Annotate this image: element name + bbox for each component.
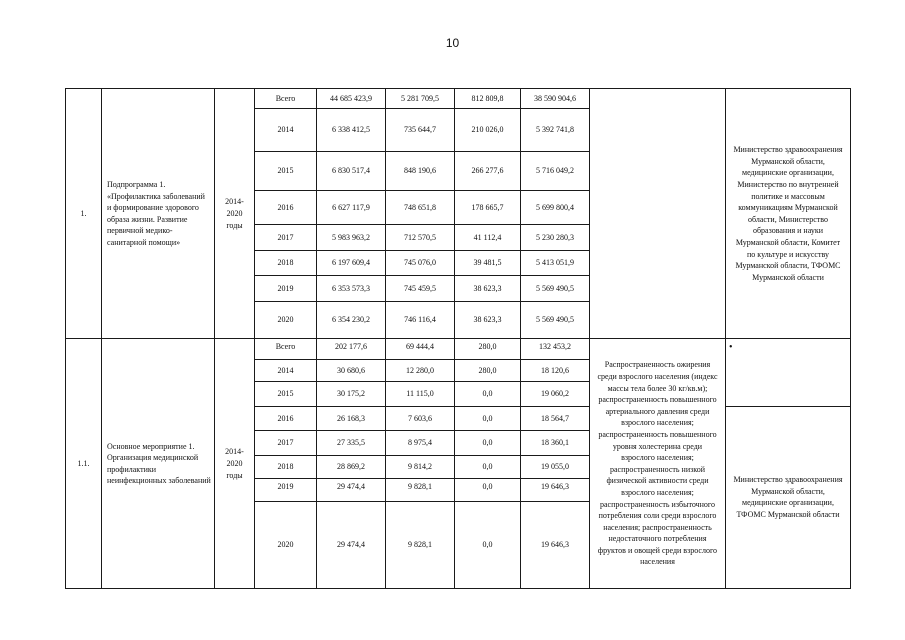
executors-cell: Министерство здравоохранения Мурманской области, медицинские организации, Министерство по внутренней политике и массовым коммуникациям Мурманской области, Министерство образования и науки Мурманской области, Комитет по культуре и искусству Мурманской области, ТФОМС Мурманской области bbox=[726, 89, 851, 339]
value-cell: 30 175,2 bbox=[317, 382, 386, 406]
year-cell: 2020 bbox=[255, 301, 317, 339]
value-cell: 28 869,2 bbox=[317, 455, 386, 478]
value-cell: 19 646,3 bbox=[521, 478, 590, 501]
executors-cell: Министерство здравоохранения Мурманской области, медицинские организации, ТФОМС Мурманской области bbox=[726, 406, 851, 588]
table-row bbox=[66, 339, 851, 359]
value-cell: 848 190,6 bbox=[386, 152, 455, 191]
value-cell: 41 112,4 bbox=[455, 225, 521, 250]
value-cell: 18 360,1 bbox=[521, 431, 590, 455]
value-cell: 746 116,4 bbox=[386, 301, 455, 339]
value-cell: 6 338 412,5 bbox=[317, 109, 386, 152]
period: 2014-2020 годы bbox=[215, 89, 255, 339]
value-cell: 69 444,4 bbox=[386, 339, 455, 359]
year-cell: 2019 bbox=[255, 276, 317, 301]
year-cell: 2016 bbox=[255, 190, 317, 225]
value-cell: 712 570,5 bbox=[386, 225, 455, 250]
year-cell: 2019 bbox=[255, 478, 317, 501]
value-cell: 0,0 bbox=[455, 431, 521, 455]
value-cell: 6 197 609,4 bbox=[317, 250, 386, 275]
value-cell: 5 569 490,5 bbox=[521, 276, 590, 301]
mark-symbol: • bbox=[726, 339, 851, 406]
value-cell: 9 828,1 bbox=[386, 478, 455, 501]
value-cell: 280,0 bbox=[455, 339, 521, 359]
value-cell: 745 459,5 bbox=[386, 276, 455, 301]
value-cell: 18 120,6 bbox=[521, 359, 590, 381]
value-cell: 9 814,2 bbox=[386, 455, 455, 478]
value-cell: 210 026,0 bbox=[455, 109, 521, 152]
year-cell: 2015 bbox=[255, 152, 317, 191]
value-cell: 26 168,3 bbox=[317, 406, 386, 430]
budget-table bbox=[65, 88, 851, 589]
value-cell: 38 590 904,6 bbox=[521, 89, 590, 109]
value-cell: 5 699 800,4 bbox=[521, 190, 590, 225]
year-cell: 2018 bbox=[255, 250, 317, 275]
value-cell: 6 627 117,9 bbox=[317, 190, 386, 225]
year-cell: 2014 bbox=[255, 359, 317, 381]
value-cell: 0,0 bbox=[455, 406, 521, 430]
year-cell: 2020 bbox=[255, 502, 317, 589]
value-cell: 5 716 049,2 bbox=[521, 152, 590, 191]
value-cell: 202 177,6 bbox=[317, 339, 386, 359]
value-cell: 5 392 741,8 bbox=[521, 109, 590, 152]
activity-name: Основное мероприятие 1. Организация медицинской профилактики неинфекционных заболеваний bbox=[102, 339, 215, 589]
year-cell: 2018 bbox=[255, 455, 317, 478]
value-cell: 5 230 280,3 bbox=[521, 225, 590, 250]
row-number: 1.1. bbox=[66, 339, 102, 589]
value-cell: 0,0 bbox=[455, 502, 521, 589]
value-cell: 0,0 bbox=[455, 382, 521, 406]
value-cell: 7 603,6 bbox=[386, 406, 455, 430]
value-cell: 12 280,0 bbox=[386, 359, 455, 381]
year-cell: 2014 bbox=[255, 109, 317, 152]
value-cell: 27 335,5 bbox=[317, 431, 386, 455]
value-cell: 9 828,1 bbox=[386, 502, 455, 589]
value-cell: 745 076,0 bbox=[386, 250, 455, 275]
value-cell: 5 281 709,5 bbox=[386, 89, 455, 109]
year-cell: 2016 bbox=[255, 406, 317, 430]
value-cell: 30 680,6 bbox=[317, 359, 386, 381]
value-cell: 6 353 573,3 bbox=[317, 276, 386, 301]
value-cell: 44 685 423,9 bbox=[317, 89, 386, 109]
value-cell: 11 115,0 bbox=[386, 382, 455, 406]
value-cell: 6 830 517,4 bbox=[317, 152, 386, 191]
value-cell: 5 413 051,9 bbox=[521, 250, 590, 275]
period: 2014-2020 годы bbox=[215, 339, 255, 589]
value-cell: 39 481,5 bbox=[455, 250, 521, 275]
value-cell: 178 665,7 bbox=[455, 190, 521, 225]
program-name: Подпрограмма 1. «Профилактика заболеваний и формирование здорового образа жизни. Развитие первичной медико-санитарной помощи» bbox=[102, 89, 215, 339]
year-cell: Всего bbox=[255, 339, 317, 359]
indicator-cell: Распространенность ожирения среди взрослого населения (индекс массы тела более 30 кг/кв.м); распространенность повышенного артериального давления среди взрослого населения; распространенность повышенного уровня холестерина среди взрослого населения; распространенность низкой физической активности среди взрослого населения; распространенность избыточного потребления соли среди взрослого населения; распространенность недостаточного потребления фруктов и овощей среди взрослого населения bbox=[590, 339, 726, 589]
year-cell: 2017 bbox=[255, 431, 317, 455]
value-cell: 6 354 230,2 bbox=[317, 301, 386, 339]
value-cell: 5 983 963,2 bbox=[317, 225, 386, 250]
value-cell: 0,0 bbox=[455, 478, 521, 501]
value-cell: 266 277,6 bbox=[455, 152, 521, 191]
value-cell: 735 644,7 bbox=[386, 109, 455, 152]
value-cell: 19 646,3 bbox=[521, 502, 590, 589]
value-cell: 19 060,2 bbox=[521, 382, 590, 406]
value-cell: 18 564,7 bbox=[521, 406, 590, 430]
row-number: 1. bbox=[66, 89, 102, 339]
value-cell: 0,0 bbox=[455, 455, 521, 478]
indicator-cell bbox=[590, 89, 726, 339]
value-cell: 132 453,2 bbox=[521, 339, 590, 359]
value-cell: 29 474,4 bbox=[317, 478, 386, 501]
value-cell: 5 569 490,5 bbox=[521, 301, 590, 339]
year-cell: 2015 bbox=[255, 382, 317, 406]
value-cell: 29 474,4 bbox=[317, 502, 386, 589]
value-cell: 19 055,0 bbox=[521, 455, 590, 478]
value-cell: 38 623,3 bbox=[455, 301, 521, 339]
value-cell: 38 623,3 bbox=[455, 276, 521, 301]
year-cell: Всего bbox=[255, 89, 317, 109]
value-cell: 812 809,8 bbox=[455, 89, 521, 109]
value-cell: 748 651,8 bbox=[386, 190, 455, 225]
table-row bbox=[66, 89, 851, 109]
year-cell: 2017 bbox=[255, 225, 317, 250]
value-cell: 280,0 bbox=[455, 359, 521, 381]
value-cell: 8 975,4 bbox=[386, 431, 455, 455]
page-number: 10 bbox=[445, 36, 460, 50]
